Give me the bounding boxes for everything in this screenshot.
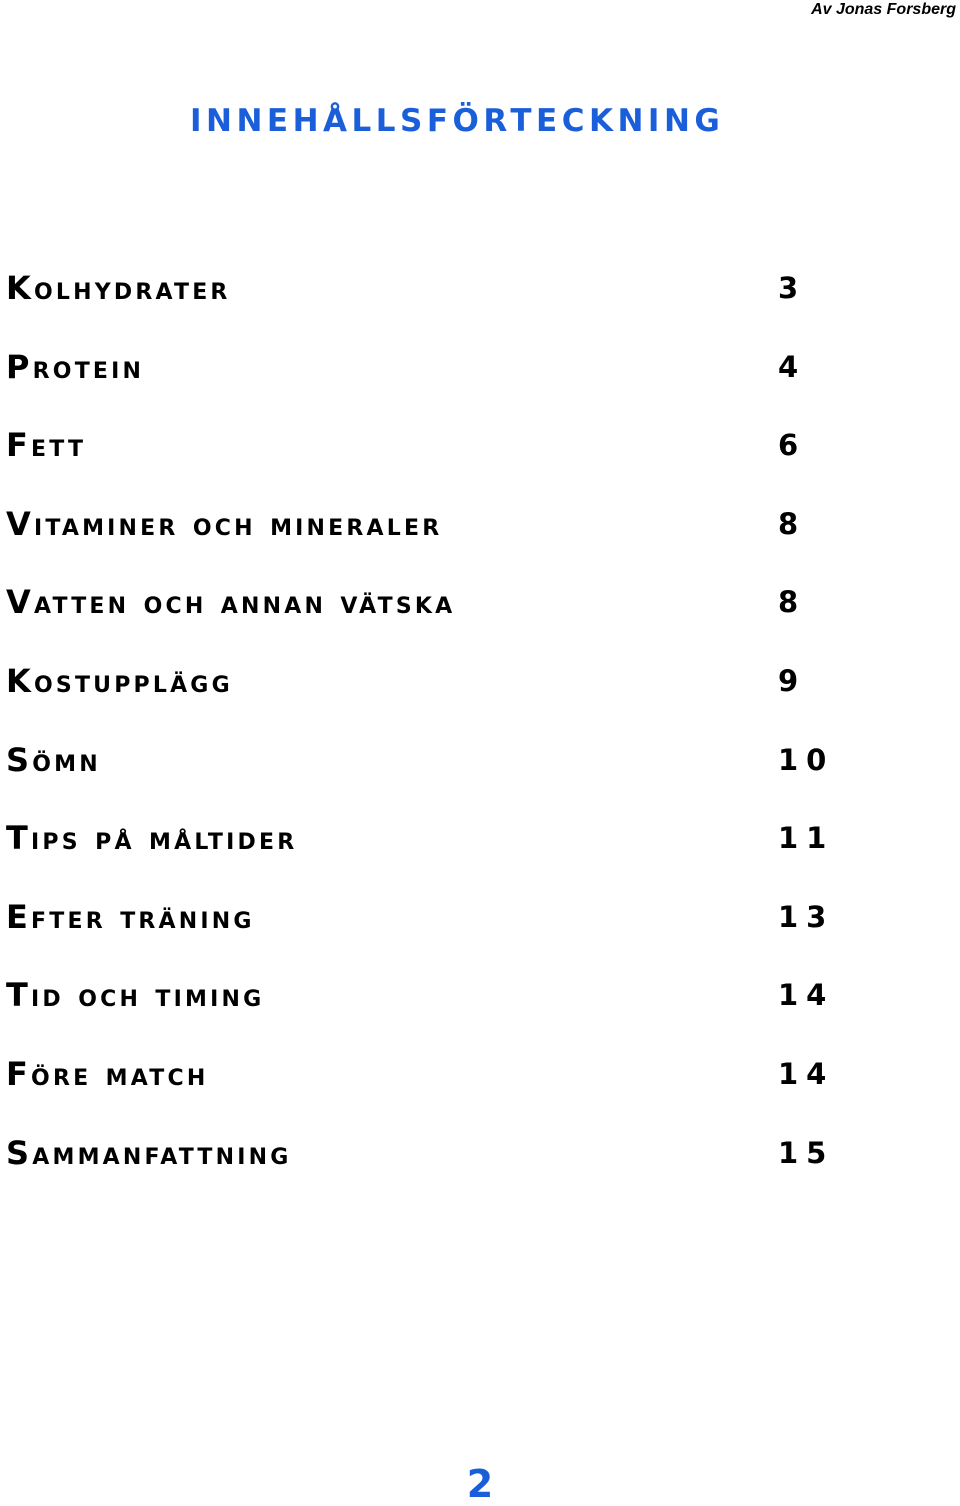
toc-entry-vitaminer bbox=[6, 504, 846, 583]
toc-entry-page: 13 bbox=[778, 899, 835, 934]
table-of-contents bbox=[6, 268, 846, 1211]
toc-entry-tid-timing bbox=[6, 975, 846, 1054]
toc-entry-protein bbox=[6, 347, 846, 426]
toc-entry-page: 4 bbox=[778, 349, 807, 384]
toc-entry-efter-traning bbox=[6, 897, 846, 976]
toc-entry-tips bbox=[6, 818, 846, 897]
toc-entry-kolhydrater bbox=[6, 268, 846, 347]
toc-entry-page: 8 bbox=[778, 506, 807, 541]
toc-entry-page: 10 bbox=[778, 742, 835, 777]
toc-entry-label: Tid och timing bbox=[6, 976, 265, 1015]
toc-entry-label: Tips på måltider bbox=[6, 819, 298, 858]
toc-entry-label: Sammanfattning bbox=[6, 1133, 292, 1172]
toc-entry-label: Före match bbox=[6, 1054, 209, 1093]
toc-entry-page: 9 bbox=[778, 663, 807, 698]
toc-entry-label: Efter träning bbox=[6, 897, 255, 936]
toc-entry-page: 3 bbox=[778, 271, 807, 305]
toc-entry-vatten bbox=[6, 582, 846, 661]
toc-entry-page: 14 bbox=[778, 978, 835, 1013]
toc-entry-label: Vitaminer och mineraler bbox=[6, 504, 443, 543]
toc-entry-label: Kostupplägg bbox=[6, 661, 233, 700]
toc-entry-sammanfattning bbox=[6, 1133, 846, 1212]
toc-entry-somn bbox=[6, 740, 846, 819]
page-number: 2 bbox=[466, 1462, 494, 1506]
toc-entry-page: 8 bbox=[778, 585, 807, 620]
page-title: innehållsförteckning bbox=[190, 91, 725, 142]
toc-entry-page: 11 bbox=[778, 821, 835, 856]
author-credit: Av Jonas Forsberg bbox=[811, 1, 956, 18]
toc-entry-fore-match bbox=[6, 1054, 846, 1133]
toc-entry-label: Kolhydrater bbox=[6, 269, 231, 307]
toc-entry-page: 14 bbox=[778, 1056, 835, 1091]
toc-entry-kostupplagg bbox=[6, 661, 846, 740]
toc-entry-fett bbox=[6, 425, 846, 504]
toc-entry-page: 6 bbox=[778, 428, 807, 463]
toc-entry-label: Fett bbox=[6, 426, 87, 465]
toc-entry-page: 15 bbox=[778, 1135, 835, 1170]
toc-entry-label: Sömn bbox=[6, 740, 101, 779]
toc-entry-label: Protein bbox=[6, 347, 145, 386]
toc-entry-label: Vatten och annan vätska bbox=[6, 583, 456, 622]
